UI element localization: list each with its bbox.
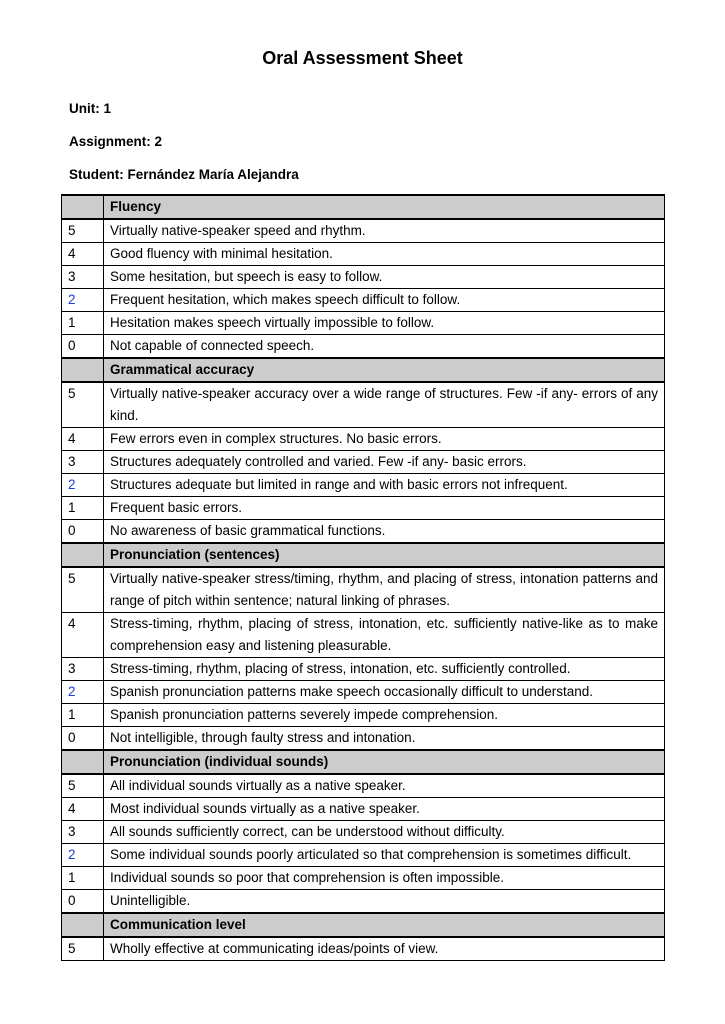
criterion-description: Structures adequate but limited in range and with basic errors not infrequent. [104,474,665,497]
section-heading: Grammatical accuracy [104,358,665,382]
section-header-row [62,195,665,219]
criterion-description: Most individual sounds virtually as a native speaker. [104,798,665,821]
criterion-row [62,681,665,704]
criterion-row [62,821,665,844]
assessment-table-body [62,195,665,961]
score-cell: 4 [62,428,104,451]
criterion-description: Virtually native-speaker speed and rhythm. [104,219,665,243]
section-header-row [62,750,665,774]
criterion-row [62,520,665,544]
criterion-row [62,774,665,798]
criterion-row [62,890,665,914]
selected-score-cell: 2 [62,681,104,704]
score-cell: 3 [62,266,104,289]
criterion-description: Not capable of connected speech. [104,335,665,359]
criterion-row [62,798,665,821]
criterion-description: Some hesitation, but speech is easy to follow. [104,266,665,289]
score-cell: 3 [62,658,104,681]
criterion-row [62,312,665,335]
score-cell: 0 [62,335,104,359]
section-header-blank-cell [62,543,104,567]
criterion-row [62,613,665,658]
score-cell: 5 [62,567,104,613]
criterion-description: Some individual sounds poorly articulated so that comprehension is sometimes difficult. [104,844,665,867]
criterion-row [62,867,665,890]
criterion-row [62,335,665,359]
section-heading: Pronunciation (individual sounds) [104,750,665,774]
criterion-description: Unintelligible. [104,890,665,914]
score-cell: 1 [62,704,104,727]
criterion-description: Spanish pronunciation patterns severely impede comprehension. [104,704,665,727]
criterion-row [62,382,665,428]
section-heading: Communication level [104,913,665,937]
criterion-row [62,219,665,243]
criterion-description: Frequent hesitation, which makes speech difficult to follow. [104,289,665,312]
score-cell: 4 [62,798,104,821]
score-cell: 3 [62,821,104,844]
score-cell: 1 [62,867,104,890]
section-heading: Pronunciation (sentences) [104,543,665,567]
score-cell: 0 [62,890,104,914]
criterion-description: Wholly effective at communicating ideas/points of view. [104,937,665,961]
selected-score-cell: 2 [62,289,104,312]
criterion-row [62,844,665,867]
student-label: Student: Fernández María Alejandra [69,167,299,182]
section-header-blank-cell [62,195,104,219]
criterion-description: Frequent basic errors. [104,497,665,520]
criterion-row [62,937,665,961]
criterion-row [62,289,665,312]
section-header-blank-cell [62,913,104,937]
assessment-table [61,194,665,961]
section-header-blank-cell [62,750,104,774]
score-cell: 4 [62,243,104,266]
section-header-row [62,543,665,567]
criterion-description: Individual sounds so poor that comprehension is often impossible. [104,867,665,890]
criterion-row [62,474,665,497]
criterion-row [62,704,665,727]
score-cell: 0 [62,520,104,544]
criterion-description: No awareness of basic grammatical functions. [104,520,665,544]
score-cell: 5 [62,937,104,961]
criterion-row [62,451,665,474]
criterion-row [62,567,665,613]
section-header-row [62,358,665,382]
criterion-description: Stress-timing, rhythm, placing of stress, intonation, etc. sufficiently native-like as to make comprehension easy and listening pleasurable. [104,613,665,658]
criterion-description: Few errors even in complex structures. No basic errors. [104,428,665,451]
criterion-description: Not intelligible, through faulty stress and intonation. [104,727,665,751]
criterion-row [62,727,665,751]
criterion-description: Structures adequately controlled and varied. Few -if any- basic errors. [104,451,665,474]
criterion-row [62,497,665,520]
criterion-description: Virtually native-speaker accuracy over a wide range of structures. Few -if any- errors of any kind. [104,382,665,428]
score-cell: 5 [62,219,104,243]
score-cell: 4 [62,613,104,658]
selected-score-cell: 2 [62,474,104,497]
section-header-blank-cell [62,358,104,382]
criterion-row [62,266,665,289]
score-cell: 5 [62,774,104,798]
criterion-row [62,658,665,681]
criterion-description: Virtually native-speaker stress/timing, rhythm, and placing of stress, intonation patterns and range of pitch within sentence; natural linking of phrases. [104,567,665,613]
criterion-description: All sounds sufficiently correct, can be understood without difficulty. [104,821,665,844]
unit-label: Unit: 1 [69,101,111,116]
selected-score-cell: 2 [62,844,104,867]
criterion-row [62,428,665,451]
page-title: Oral Assessment Sheet [262,48,463,68]
score-cell: 1 [62,312,104,335]
score-cell: 1 [62,497,104,520]
section-header-row [62,913,665,937]
assignment-label: Assignment: 2 [69,134,163,149]
criterion-description: Good fluency with minimal hesitation. [104,243,665,266]
section-heading: Fluency [104,195,665,219]
score-cell: 3 [62,451,104,474]
score-cell: 0 [62,727,104,751]
criterion-description: Spanish pronunciation patterns make speech occasionally difficult to understand. [104,681,665,704]
score-cell: 5 [62,382,104,428]
criterion-description: All individual sounds virtually as a native speaker. [104,774,665,798]
criterion-row [62,243,665,266]
criterion-description: Stress-timing, rhythm, placing of stress, intonation, etc. sufficiently controlled. [104,658,665,681]
criterion-description: Hesitation makes speech virtually impossible to follow. [104,312,665,335]
